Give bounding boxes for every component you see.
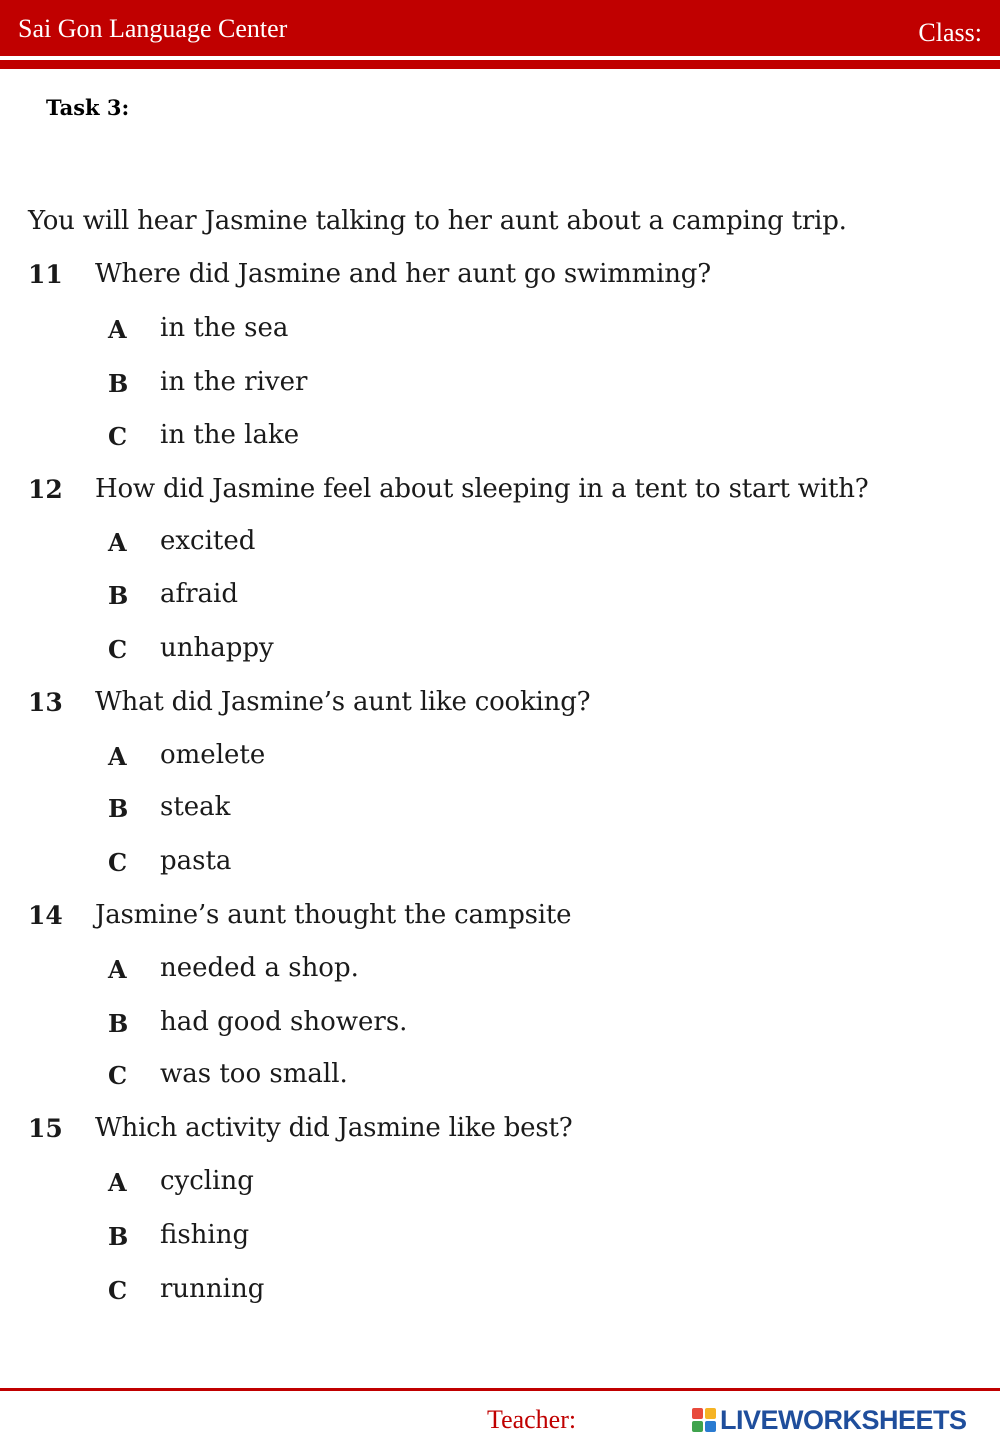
question-15-text: Which activity did Jasmine like best? <box>95 1113 573 1143</box>
question-15-option-a[interactable]: cycling <box>160 1166 254 1196</box>
teacher-label: Teacher: <box>487 1405 577 1434</box>
question-13-option-b[interactable]: steak <box>160 792 231 822</box>
header-bar <box>0 0 1000 56</box>
question-11-option-a-letter[interactable]: A <box>108 315 127 344</box>
question-12-option-a-letter[interactable]: A <box>108 528 127 557</box>
question-14-option-a[interactable]: needed a shop. <box>160 953 359 983</box>
question-13-option-a[interactable]: omelete <box>160 740 266 770</box>
question-14-option-c[interactable]: was too small. <box>160 1059 348 1089</box>
task-title: Task 3: <box>46 95 130 120</box>
question-12-option-c-letter[interactable]: C <box>108 635 128 664</box>
question-14-text: Jasmine’s aunt thought the campsite <box>95 900 572 930</box>
question-11-option-b-letter[interactable]: B <box>108 369 129 398</box>
liveworksheets-logo-text: LIVEWORKSHEETS <box>720 1404 967 1435</box>
question-12-option-c[interactable]: unhappy <box>160 633 274 663</box>
question-11-option-a[interactable]: in the sea <box>160 313 289 343</box>
question-12-option-b-letter[interactable]: B <box>108 581 129 610</box>
question-14-option-a-letter[interactable]: A <box>108 955 127 984</box>
question-12-text: How did Jasmine feel about sleeping in a tent to start with? <box>95 474 869 504</box>
question-15-number: 15 <box>28 1114 63 1143</box>
question-14-option-c-letter[interactable]: C <box>108 1061 128 1090</box>
question-15-option-c[interactable]: running <box>160 1274 265 1304</box>
question-12-option-a[interactable]: excited <box>160 526 256 556</box>
question-15-option-c-letter[interactable]: C <box>108 1276 128 1305</box>
question-12-option-b[interactable]: afraid <box>160 579 239 609</box>
question-14-option-b[interactable]: had good showers. <box>160 1007 408 1037</box>
question-13-option-a-letter[interactable]: A <box>108 742 127 771</box>
question-14-number: 14 <box>28 901 63 930</box>
question-11-option-c-letter[interactable]: C <box>108 422 128 451</box>
question-13-number: 13 <box>28 688 63 717</box>
task-instructions: You will hear Jasmine talking to her aunt about a camping trip. <box>28 206 847 236</box>
class-label: Class: <box>918 18 982 47</box>
question-12-number: 12 <box>28 475 63 504</box>
question-11-number: 11 <box>28 260 63 289</box>
question-13-option-c[interactable]: pasta <box>160 846 232 876</box>
footer-divider <box>0 1388 1000 1391</box>
question-11-text: Where did Jasmine and her aunt go swimming? <box>95 259 711 289</box>
center-name: Sai Gon Language Center <box>18 14 288 43</box>
question-11-option-b[interactable]: in the river <box>160 367 308 397</box>
liveworksheets-logo <box>692 1404 967 1436</box>
question-13-option-c-letter[interactable]: C <box>108 848 128 877</box>
question-15-option-b[interactable]: fishing <box>160 1220 250 1250</box>
liveworksheets-logo-icon <box>692 1408 716 1432</box>
question-13-option-b-letter[interactable]: B <box>108 794 129 823</box>
header-divider <box>0 60 1000 69</box>
question-13-text: What did Jasmine’s aunt like cooking? <box>95 687 591 717</box>
question-11-option-c[interactable]: in the lake <box>160 420 300 450</box>
question-15-option-a-letter[interactable]: A <box>108 1168 127 1197</box>
question-15-option-b-letter[interactable]: B <box>108 1222 129 1251</box>
question-14-option-b-letter[interactable]: B <box>108 1009 129 1038</box>
